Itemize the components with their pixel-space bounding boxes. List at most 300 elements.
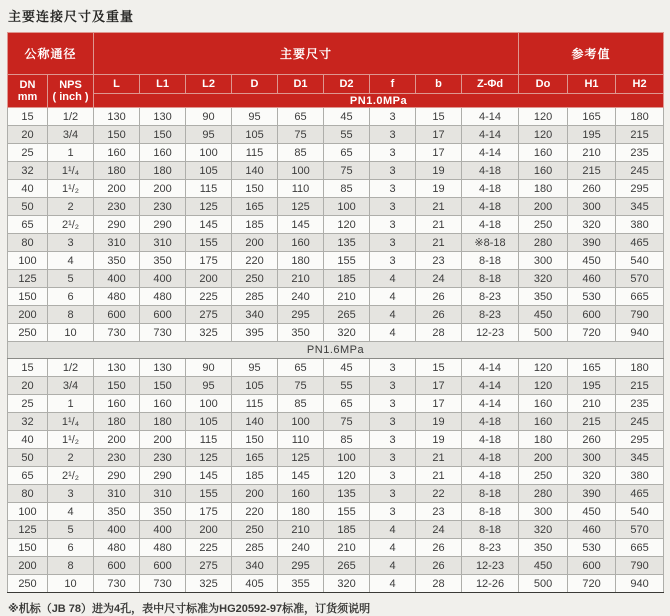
table-cell: 600 <box>94 306 140 324</box>
column-label-row <box>8 75 664 94</box>
table-cell: 200 <box>186 270 232 288</box>
table-cell: 100 <box>278 162 324 180</box>
table-cell: 265 <box>324 557 370 575</box>
table-cell: 180 <box>140 413 186 431</box>
table-cell: 150 <box>94 377 140 395</box>
table-cell: 165 <box>232 198 278 216</box>
table-cell: 1¹/₂ <box>48 180 94 198</box>
table-cell: 180 <box>278 252 324 270</box>
table-cell: 110 <box>278 431 324 449</box>
table-cell: 210 <box>278 521 324 539</box>
table-row <box>8 557 664 575</box>
table-cell: 150 <box>94 126 140 144</box>
table-cell: 95 <box>186 377 232 395</box>
table-cell: 310 <box>140 234 186 252</box>
page-title: 主要连接尺寸及重量 <box>8 9 135 24</box>
table-cell: 160 <box>94 144 140 162</box>
table-cell: 155 <box>186 234 232 252</box>
table-cell: 115 <box>186 431 232 449</box>
table-cell: 665 <box>616 288 664 306</box>
table-cell: 12-23 <box>462 557 519 575</box>
table-cell: 8 <box>48 306 94 324</box>
pn10-band-row <box>8 94 664 108</box>
table-cell: 390 <box>568 485 616 503</box>
table-cell: 80 <box>8 485 48 503</box>
table-row <box>8 216 664 234</box>
table-cell: 380 <box>616 467 664 485</box>
table-cell: 3 <box>48 485 94 503</box>
table-cell: 345 <box>616 449 664 467</box>
table-cell: 150 <box>232 431 278 449</box>
table-cell: 65 <box>8 467 48 485</box>
table-cell: 50 <box>8 449 48 467</box>
section-label-pn10: PN1.0MPa <box>94 94 664 108</box>
table-cell: 400 <box>140 521 186 539</box>
table-cell: 21 <box>416 198 462 216</box>
table-row <box>8 467 664 485</box>
table-cell: 320 <box>568 216 616 234</box>
table-cell: 130 <box>94 108 140 126</box>
table-cell: 130 <box>94 359 140 377</box>
table-cell: 320 <box>519 270 568 288</box>
table-cell: 90 <box>186 108 232 126</box>
table-cell: 15 <box>416 108 462 126</box>
table-cell: 75 <box>278 377 324 395</box>
table-cell: 120 <box>519 126 568 144</box>
table-cell: 480 <box>140 288 186 306</box>
table-cell: 250 <box>519 216 568 234</box>
table-cell: 5 <box>48 270 94 288</box>
table-cell: 3 <box>370 395 416 413</box>
table-cell: 940 <box>616 324 664 342</box>
table-cell: 730 <box>140 324 186 342</box>
table-cell: 260 <box>568 180 616 198</box>
table-cell: 280 <box>519 234 568 252</box>
table-cell: 130 <box>140 108 186 126</box>
table-cell: 200 <box>140 431 186 449</box>
table-cell: 4 <box>370 270 416 288</box>
table-cell: 3 <box>48 234 94 252</box>
dimension-spec-table <box>7 32 664 593</box>
table-cell: 200 <box>8 306 48 324</box>
table-cell: 180 <box>94 162 140 180</box>
table-cell: 1/2 <box>48 108 94 126</box>
table-cell: 570 <box>616 521 664 539</box>
table-cell: 275 <box>186 306 232 324</box>
table-cell: 570 <box>616 270 664 288</box>
table-cell: 105 <box>186 162 232 180</box>
column-header-b: b <box>416 75 462 94</box>
table-cell: 245 <box>616 162 664 180</box>
table-cell: 345 <box>616 198 664 216</box>
table-cell: 65 <box>8 216 48 234</box>
table-cell: 120 <box>324 216 370 234</box>
table-cell: 225 <box>186 288 232 306</box>
table-cell: 665 <box>616 539 664 557</box>
table-cell: 310 <box>94 485 140 503</box>
table-cell: 300 <box>519 252 568 270</box>
table-cell: 230 <box>94 449 140 467</box>
table-cell: 12-23 <box>462 324 519 342</box>
table-cell: 65 <box>278 359 324 377</box>
table-cell: 790 <box>616 557 664 575</box>
table-body <box>8 108 664 593</box>
table-cell: 105 <box>232 377 278 395</box>
table-cell: 460 <box>568 521 616 539</box>
table-cell: 1¹/₄ <box>48 162 94 180</box>
dn-label-line1: DN <box>19 79 36 91</box>
table-cell: 10 <box>48 575 94 593</box>
table-cell: 1 <box>48 395 94 413</box>
table-row <box>8 485 664 503</box>
table-cell: 180 <box>94 413 140 431</box>
table-cell: 120 <box>519 377 568 395</box>
table-cell: 350 <box>94 252 140 270</box>
table-cell: 1 <box>48 144 94 162</box>
table-cell: 150 <box>140 377 186 395</box>
table-cell: 85 <box>278 395 324 413</box>
table-cell: 290 <box>140 467 186 485</box>
table-cell: 600 <box>568 306 616 324</box>
table-cell: 4-18 <box>462 180 519 198</box>
table-cell: 210 <box>324 288 370 306</box>
table-cell: 720 <box>568 575 616 593</box>
table-cell: 250 <box>8 575 48 593</box>
table-cell: 180 <box>616 108 664 126</box>
table-cell: 400 <box>94 521 140 539</box>
table-cell: 50 <box>8 198 48 216</box>
table-cell: 240 <box>278 288 324 306</box>
table-cell: 220 <box>232 503 278 521</box>
table-cell: 450 <box>568 252 616 270</box>
table-cell: 45 <box>324 359 370 377</box>
table-cell: 240 <box>278 539 324 557</box>
table-cell: 175 <box>186 252 232 270</box>
table-cell: 20 <box>8 377 48 395</box>
table-cell: 32 <box>8 162 48 180</box>
table-cell: 295 <box>616 180 664 198</box>
table-cell: 530 <box>568 288 616 306</box>
table-cell: 320 <box>568 467 616 485</box>
table-cell: 150 <box>8 539 48 557</box>
table-cell: 730 <box>140 575 186 593</box>
table-cell: 310 <box>94 234 140 252</box>
table-cell: 450 <box>519 306 568 324</box>
column-header-L2: L2 <box>186 75 232 94</box>
table-cell: 8 <box>48 557 94 575</box>
table-cell: 20 <box>8 126 48 144</box>
table-cell: 26 <box>416 306 462 324</box>
table-cell: 28 <box>416 324 462 342</box>
table-cell: 310 <box>140 485 186 503</box>
column-header-D1: D1 <box>278 75 324 94</box>
table-cell: 4 <box>370 288 416 306</box>
table-cell: 500 <box>519 575 568 593</box>
table-cell: 3 <box>370 180 416 198</box>
table-cell: 3 <box>370 377 416 395</box>
table-cell: 24 <box>416 270 462 288</box>
table-cell: 3 <box>370 252 416 270</box>
table-cell: 8-18 <box>462 503 519 521</box>
table-cell: 2 <box>48 449 94 467</box>
table-cell: ※8-18 <box>462 234 519 252</box>
table-cell: 6 <box>48 539 94 557</box>
table-cell: 340 <box>232 557 278 575</box>
table-cell: 3 <box>370 485 416 503</box>
table-cell: 8-18 <box>462 270 519 288</box>
table-cell: 300 <box>568 198 616 216</box>
column-header-h2: H2 <box>616 75 664 94</box>
table-cell: 8-18 <box>462 485 519 503</box>
table-cell: 19 <box>416 180 462 198</box>
table-cell: 26 <box>416 539 462 557</box>
table-cell: 3 <box>370 413 416 431</box>
table-cell: 260 <box>568 431 616 449</box>
table-cell: 15 <box>8 359 48 377</box>
table-cell: 160 <box>519 144 568 162</box>
table-cell: 3 <box>370 467 416 485</box>
table-cell: 125 <box>186 449 232 467</box>
column-header-do: Do <box>519 75 568 94</box>
table-cell: 3 <box>370 449 416 467</box>
table-cell: 21 <box>416 216 462 234</box>
table-cell: 380 <box>616 216 664 234</box>
table-cell: 120 <box>324 467 370 485</box>
table-cell: 19 <box>416 413 462 431</box>
table-cell: 230 <box>94 198 140 216</box>
table-cell: 320 <box>324 575 370 593</box>
table-cell: 325 <box>186 575 232 593</box>
footnote: ※机标（JB 78）进为4孔，表中尺寸标准为HG20592-97标准，订货须说明 <box>8 603 371 615</box>
table-cell: 540 <box>616 503 664 521</box>
table-cell: 4-14 <box>462 395 519 413</box>
table-cell: 530 <box>568 539 616 557</box>
table-cell: 85 <box>278 144 324 162</box>
table-cell: 320 <box>519 521 568 539</box>
table-cell: 540 <box>616 252 664 270</box>
table-cell: 340 <box>232 306 278 324</box>
table-cell: 500 <box>519 324 568 342</box>
table-row <box>8 108 664 126</box>
table-cell: 185 <box>232 467 278 485</box>
table-cell: 17 <box>416 126 462 144</box>
table-cell: 180 <box>140 162 186 180</box>
table-cell: 21 <box>416 234 462 252</box>
table-cell: 25 <box>8 144 48 162</box>
table-cell: 4-18 <box>462 162 519 180</box>
table-cell: 4 <box>370 324 416 342</box>
table-cell: 3 <box>370 144 416 162</box>
table-cell: 160 <box>519 162 568 180</box>
table-row <box>8 270 664 288</box>
table-cell: 95 <box>186 126 232 144</box>
table-row <box>8 126 664 144</box>
table-row <box>8 234 664 252</box>
table-cell: 105 <box>186 413 232 431</box>
table-cell: 120 <box>519 359 568 377</box>
section-label-pn16: PN1.6MPa <box>8 342 664 359</box>
table-cell: 160 <box>278 234 324 252</box>
table-cell: 460 <box>568 270 616 288</box>
table-cell: 75 <box>324 162 370 180</box>
table-cell: 295 <box>278 557 324 575</box>
table-cell: 210 <box>324 539 370 557</box>
table-cell: 180 <box>519 180 568 198</box>
table-cell: 21 <box>416 449 462 467</box>
table-cell: 215 <box>616 377 664 395</box>
table-cell: 19 <box>416 162 462 180</box>
table-cell: 165 <box>568 359 616 377</box>
table-cell: 275 <box>186 557 232 575</box>
table-cell: 4 <box>370 539 416 557</box>
table-cell: 200 <box>94 431 140 449</box>
table-cell: 23 <box>416 252 462 270</box>
table-cell: 125 <box>8 270 48 288</box>
table-cell: 280 <box>519 485 568 503</box>
table-cell: 235 <box>616 395 664 413</box>
table-cell: 465 <box>616 485 664 503</box>
table-cell: 140 <box>232 162 278 180</box>
table-cell: 4 <box>370 521 416 539</box>
table-cell: 40 <box>8 431 48 449</box>
table-cell: 600 <box>140 306 186 324</box>
table-cell: 730 <box>94 324 140 342</box>
table-cell: 85 <box>324 431 370 449</box>
table-cell: 4-18 <box>462 198 519 216</box>
table-cell: 145 <box>186 216 232 234</box>
table-cell: 65 <box>324 395 370 413</box>
table-cell: 450 <box>519 557 568 575</box>
table-cell: 790 <box>616 306 664 324</box>
table-cell: 285 <box>232 539 278 557</box>
table-cell: 100 <box>278 413 324 431</box>
table-cell: 4-14 <box>462 108 519 126</box>
table-cell: 145 <box>278 216 324 234</box>
table-cell: 110 <box>278 180 324 198</box>
table-cell: 21 <box>416 467 462 485</box>
section-band-row <box>8 342 664 359</box>
table-cell: 200 <box>232 485 278 503</box>
table-cell: 175 <box>186 503 232 521</box>
group-header-reference-values: 参考值 <box>519 33 664 75</box>
table-row <box>8 539 664 557</box>
table-cell: 95 <box>232 108 278 126</box>
table-cell: 180 <box>278 503 324 521</box>
table-cell: 45 <box>324 108 370 126</box>
table-cell: 405 <box>232 575 278 593</box>
table-cell: 230 <box>140 449 186 467</box>
table-cell: 145 <box>278 467 324 485</box>
table-cell: 1¹/₄ <box>48 413 94 431</box>
table-cell: 4 <box>48 252 94 270</box>
table-cell: 480 <box>94 288 140 306</box>
table-cell: 2 <box>48 198 94 216</box>
table-cell: 65 <box>324 144 370 162</box>
table-cell: 12-26 <box>462 575 519 593</box>
table-cell: 185 <box>324 521 370 539</box>
table-cell: 355 <box>278 575 324 593</box>
table-cell: 125 <box>8 521 48 539</box>
table-row <box>8 306 664 324</box>
table-cell: 135 <box>324 485 370 503</box>
table-cell: 140 <box>232 413 278 431</box>
table-cell: 155 <box>324 252 370 270</box>
table-cell: 4-18 <box>462 467 519 485</box>
table-cell: 6 <box>48 288 94 306</box>
group-header-row <box>8 33 664 75</box>
table-cell: 80 <box>8 234 48 252</box>
table-cell: 465 <box>616 234 664 252</box>
table-cell: 1/2 <box>48 359 94 377</box>
table-row <box>8 359 664 377</box>
table-cell: 95 <box>232 359 278 377</box>
table-cell: 150 <box>8 288 48 306</box>
table-cell: 200 <box>94 180 140 198</box>
table-cell: 100 <box>324 198 370 216</box>
table-cell: 230 <box>140 198 186 216</box>
table-row <box>8 395 664 413</box>
table-cell: 215 <box>568 162 616 180</box>
table-cell: 210 <box>278 270 324 288</box>
table-cell: 2¹/₂ <box>48 216 94 234</box>
table-cell: 225 <box>186 539 232 557</box>
table-cell: 4-14 <box>462 126 519 144</box>
table-cell: 4-18 <box>462 431 519 449</box>
table-cell: 350 <box>140 252 186 270</box>
table-cell: 250 <box>232 521 278 539</box>
table-cell: 320 <box>324 324 370 342</box>
table-cell: 2¹/₂ <box>48 467 94 485</box>
table-row <box>8 252 664 270</box>
table-row <box>8 198 664 216</box>
table-cell: 100 <box>186 395 232 413</box>
table-cell: 200 <box>8 557 48 575</box>
table-cell: 65 <box>278 108 324 126</box>
table-cell: 165 <box>568 108 616 126</box>
table-cell: 290 <box>94 467 140 485</box>
table-cell: 720 <box>568 324 616 342</box>
table-cell: 8-23 <box>462 539 519 557</box>
table-cell: 350 <box>519 539 568 557</box>
table-cell: 150 <box>140 126 186 144</box>
table-row <box>8 324 664 342</box>
table-cell: 145 <box>186 467 232 485</box>
table-cell: 285 <box>232 288 278 306</box>
table-cell: 155 <box>186 485 232 503</box>
table-cell: 4-18 <box>462 413 519 431</box>
table-cell: 40 <box>8 180 48 198</box>
table-cell: 135 <box>324 234 370 252</box>
table-cell: 350 <box>94 503 140 521</box>
table-cell: 85 <box>324 180 370 198</box>
table-cell: 3 <box>370 126 416 144</box>
table-cell: 125 <box>278 449 324 467</box>
table-cell: 200 <box>186 521 232 539</box>
table-cell: 195 <box>568 377 616 395</box>
table-cell: 3/4 <box>48 126 94 144</box>
nps-label-line2: ( inch ) <box>52 91 89 103</box>
column-header-L: L <box>94 75 140 94</box>
table-cell: 265 <box>324 306 370 324</box>
column-header-L1: L1 <box>140 75 186 94</box>
table-cell: 195 <box>568 126 616 144</box>
column-header-nps <box>48 75 94 108</box>
table-cell: 10 <box>48 324 94 342</box>
table-row <box>8 449 664 467</box>
table-cell: 90 <box>186 359 232 377</box>
column-header-dn <box>8 75 48 108</box>
table-cell: 55 <box>324 126 370 144</box>
